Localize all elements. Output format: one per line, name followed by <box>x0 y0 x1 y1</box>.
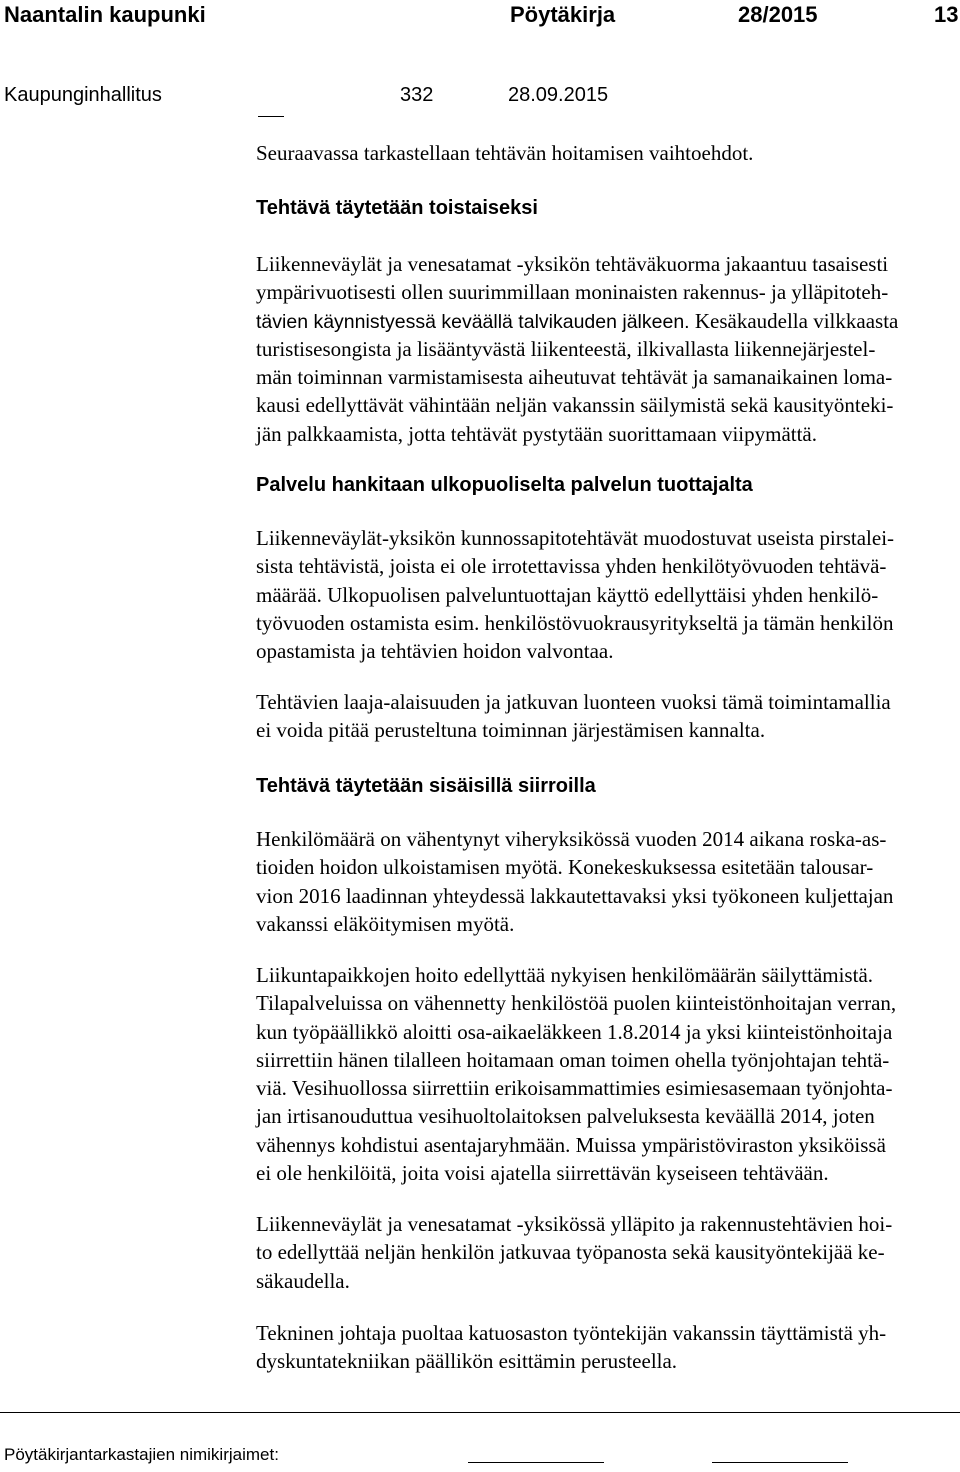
text-line: Liikuntapaikkojen hoito edellyttää nykyisen henkilömäärän säilyttämistä. <box>256 963 874 987</box>
organization-name: Naantalin kaupunki <box>4 2 206 27</box>
text-line: kun työpäällikkö aloitti osa-aikaeläkkeen 1.8.2014 ja yksi kiinteistönhoitaja <box>256 1019 893 1044</box>
text-line: vakanssi eläköitymisen myötä. <box>256 911 515 936</box>
text-line: turistisesongista ja lisääntyvästä liikenteestä, ilkivallasta liikennejärjestel- <box>256 336 876 361</box>
text-line: Liikenneväylät ja venesatamat -yksikön tehtäväkuorma jakaantuu tasaisesti <box>256 252 889 276</box>
signature-line <box>468 1462 604 1463</box>
text-line: vion 2016 laadinnan yhteydessä lakkautettavaksi yksi työkoneen kuljettajan <box>256 883 894 908</box>
text-line: Tilapalveluissa on vähennetty henkilöstöä puolen kiinteistönhoitajan verran, <box>256 991 897 1016</box>
paragraph <box>256 250 956 448</box>
text-line: dyskuntatekniikan päällikön esittämin perusteella. <box>256 1349 678 1374</box>
text-line: män toiminnan varmistamisesta aiheutuvat tehtävät ja samanaikainen loma- <box>256 365 893 390</box>
section-heading: Tehtävä täytetään toistaiseksi <box>256 197 538 219</box>
paragraph <box>256 524 956 665</box>
paragraph <box>256 1319 956 1376</box>
text-line: Henkilömäärä on vähentynyt viheryksikössä vuoden 2014 aikana roska-as- <box>256 827 887 851</box>
signature-line <box>712 1462 848 1463</box>
footer-label: Pöytäkirjantarkastajien nimikirjaimet: <box>4 1445 279 1464</box>
paragraph <box>256 688 956 745</box>
text-line: sista tehtävistä, joista ei ole irrotettavissa yhden henkilötyövuoden tehtävä- <box>256 554 887 579</box>
text-line: Tekninen johtaja puoltaa katuosaston työntekijän vakanssin täyttämistä yh- <box>256 1321 887 1345</box>
text-line: vähennys kohdistui asentajaryhmään. Muissa ympäristöviraston yksiköissä <box>256 1132 886 1157</box>
footer-divider <box>0 1412 960 1413</box>
paragraph <box>256 1210 956 1295</box>
section-heading: Palvelu hankitaan ulkopuoliselta palvelun tuottajalta <box>256 474 753 496</box>
decision-body: Kaupunginhallitus <box>4 84 162 106</box>
text-line: viä. Vesihuollossa siirrettiin erikoisammattimies esimiesasemaan työnjohta- <box>256 1076 893 1101</box>
text-line: työvuoden ostamista esim. henkilöstövuokrausyritykseltä ja tämän henkilön <box>256 610 894 635</box>
text-fragment: tävien käynnistyessä keväällä talvikauden jälkeen. <box>256 310 690 333</box>
page-number: 13 <box>934 2 959 27</box>
text-line: jan irtisanouduttua vesihuoltolaitoksen palveluksesta keväällä 2014, joten <box>256 1104 875 1129</box>
text-line: opastamista ja tehtävien hoidon valvontaa. <box>256 639 614 664</box>
text-line: to edellyttää neljän henkilön jatkuvaa työpanosta sekä kausityöntekijää ke- <box>256 1240 885 1265</box>
text-line: tioiden hoidon ulkoistamisen myötä. Konekeskuksessa esitetään talousar- <box>256 855 874 880</box>
text-line: siirrettiin hänen tilalleen hoitamaan oman toimen ohella työnjohtajan tehtä- <box>256 1047 890 1072</box>
text-line: jän palkkaamista, jotta tehtävät pystytään suorittamaan viipymättä. <box>256 421 818 446</box>
text-line: Tehtävien laaja-alaisuuden ja jatkuvan luonteen vuoksi tämä toimintamallia <box>256 690 891 714</box>
text-line: ei ole henkilöitä, joita voisi ajatella siirrettävän kyseiseen tehtävään. <box>256 1161 829 1186</box>
text-line: Liikenneväylät-yksikön kunnossapitotehtävät muodostuvat useista pirstalei- <box>256 526 895 550</box>
text-fragment: Kesäkaudella vilkkaasta <box>694 308 899 333</box>
section-number: 332 <box>400 84 434 106</box>
intro-paragraph <box>256 139 956 167</box>
paragraph <box>256 961 956 1187</box>
paragraph <box>256 825 956 938</box>
section-heading: Tehtävä täytetään sisäisillä siirroilla <box>256 775 596 797</box>
text-line <box>256 307 956 335</box>
text-line: Liikenneväylät ja venesatamat -yksikössä ylläpito ja rakennustehtävien hoi- <box>256 1212 893 1236</box>
text-line: kausi edellyttävät vähintään neljän vakanssin säilymistä sekä kausityönteki- <box>256 393 894 418</box>
section-underline <box>258 116 284 117</box>
text-line: Seuraavassa tarkastellaan tehtävän hoitamisen vaihtoehdot. <box>256 141 754 165</box>
text-line: määrää. Ulkopuolisen palveluntuottajan käyttö edellyttäisi yhden henkilö- <box>256 582 879 607</box>
meeting-date: 28.09.2015 <box>508 84 609 106</box>
text-line: ympärivuotisesti ollen suurimmillaan moninaisten rakennus- ja ylläpitoteh- <box>256 280 889 305</box>
document-type: Pöytäkirja <box>510 2 616 27</box>
document-number: 28/2015 <box>738 2 818 27</box>
text-line: säkaudella. <box>256 1268 350 1293</box>
text-line: ei voida pitää perusteltuna toiminnan järjestämisen kannalta. <box>256 718 766 743</box>
